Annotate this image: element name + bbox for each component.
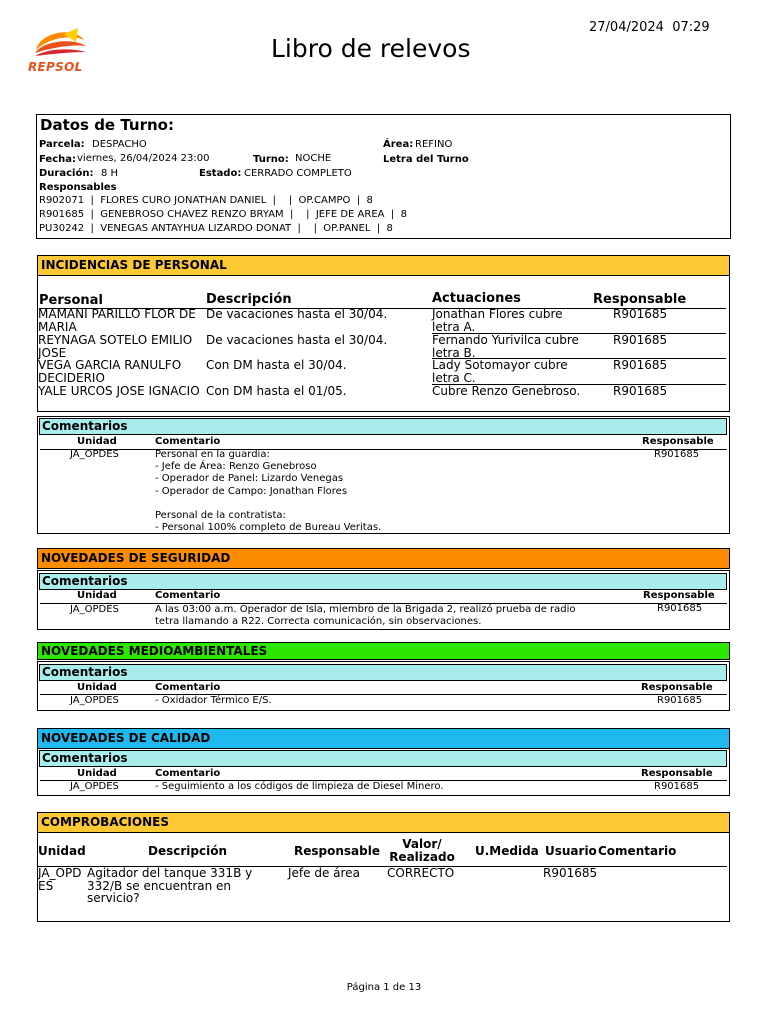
col-actuaciones: Actuaciones	[432, 291, 521, 306]
duracion-label: Duración:	[39, 168, 94, 179]
novedades-calidad-header: NOVEDADES DE CALIDAD	[37, 728, 730, 749]
col-unidad: Unidad	[77, 590, 117, 601]
print-datetime: 27/04/2024 07:29	[589, 20, 710, 35]
comentario-unidad: JA_OPDES	[70, 781, 119, 792]
novedades-seguridad-header: NOVEDADES DE SEGURIDAD	[37, 548, 730, 569]
col-valor-realizado: Valor/ Realizado	[389, 837, 455, 864]
table-row-descripcion: Con DM hasta el 01/05.	[206, 384, 347, 398]
col-descripcion: Descripción	[148, 844, 227, 858]
table-row-personal: REYNAGA SOTELO EMILIO JOSE	[38, 333, 193, 360]
fecha-label: Fecha:	[39, 154, 77, 165]
comentario-responsable: R901685	[657, 603, 703, 614]
responsable-line: R901685 | GENEBROSO CHAVEZ RENZO BRYAM | | JEFE DE AREA | 8	[39, 209, 407, 220]
table-row-actuaciones: Jonathan Flores cubre letra A.	[432, 307, 563, 334]
comentarios-bar: Comentarios	[39, 750, 727, 767]
novedades-medioambientales-header: NOVEDADES MEDIOAMBIENTALES	[37, 642, 730, 660]
col-responsable: Responsable	[643, 590, 715, 601]
comprobaciones-header: COMPROBACIONES	[37, 812, 730, 833]
col-responsable: Responsable	[641, 682, 713, 693]
col-umedida: U.Medida	[475, 844, 539, 858]
table-row-usuario: R901685	[543, 866, 598, 880]
area-value: REFINO	[415, 139, 453, 150]
estado-label: Estado:	[199, 168, 242, 179]
comentario-unidad: JA_OPDES	[70, 449, 119, 460]
comentario-text: A las 03:00 a.m. Operador de Isla, miembro de la Brigada 2, realizó prueba de radio tetra llamando a R22. Correcta comunicación, sin observaciones.	[155, 604, 576, 628]
col-comentario: Comentario	[155, 590, 221, 601]
comentario-responsable: R901685	[657, 695, 703, 706]
responsables-label: Responsables	[39, 182, 117, 193]
col-personal: Personal	[39, 293, 103, 308]
col-usuario: Usuario	[545, 844, 597, 858]
col-responsable: Responsable	[294, 844, 380, 858]
col-responsable: Responsable	[593, 292, 687, 307]
duracion-value: 8 H	[101, 168, 119, 179]
table-row-descripcion: Agitador del tanque 331B y 332/B se encuentran en servicio?	[87, 866, 253, 905]
estado-value: CERRADO COMPLETO	[244, 168, 352, 179]
col-comentario: Comentario	[155, 768, 221, 779]
fecha-value: viernes, 26/04/2024 23:00	[77, 153, 210, 164]
table-row-actuaciones: Fernando Yurivilca cubre letra B.	[432, 333, 579, 360]
table-row-valor: CORRECTO	[387, 866, 455, 880]
turno-label: Turno:	[253, 154, 289, 165]
turno-value: NOCHE	[295, 153, 332, 164]
table-row-descripcion: Con DM hasta el 30/04.	[206, 358, 347, 372]
table-row-personal: YALE URCOS JOSE IGNACIO	[38, 384, 200, 398]
table-row-responsable: R901685	[613, 333, 668, 347]
incidencias-personal-header: INCIDENCIAS DE PERSONAL	[37, 255, 730, 276]
col-comentario: Comentario	[155, 682, 221, 693]
parcela-value: DESPACHO	[92, 139, 147, 150]
table-row-responsable: R901685	[613, 307, 668, 321]
table-row-responsable: R901685	[613, 358, 668, 372]
table-row-responsable: Jefe de área	[288, 866, 360, 880]
comentario-responsable: R901685	[654, 781, 700, 792]
datos-turno-box	[36, 114, 731, 239]
page-number: Página 1 de 13	[346, 982, 422, 993]
col-unidad: Unidad	[77, 768, 117, 779]
col-comentario: Comentario	[155, 436, 221, 447]
letra-turno-label: Letra del Turno	[383, 154, 469, 165]
area-label: Área:	[383, 139, 414, 150]
page-title: Libro de relevos	[271, 34, 471, 63]
comentario-unidad: JA_OPDES	[70, 695, 119, 706]
table-row-actuaciones: Lady Sotomayor cubre letra C.	[432, 358, 568, 385]
responsable-line: R902071 | FLORES CURO JONATHAN DANIEL | | OP.CAMPO | 8	[39, 195, 373, 206]
comentarios-bar: Comentarios	[39, 664, 727, 681]
table-row-personal: MAMANI PARILLO FLOR DE MARIA	[38, 307, 196, 334]
table-row-descripcion: De vacaciones hasta el 30/04.	[206, 307, 388, 321]
responsable-line: PU30242 | VENEGAS ANTAYHUA LIZARDO DONAT | | OP.PANEL | 8	[39, 223, 393, 234]
table-row-actuaciones: Cubre Renzo Genebroso.	[432, 384, 581, 398]
col-unidad: Unidad	[38, 844, 86, 858]
parcela-label: Parcela:	[39, 139, 85, 150]
col-unidad: Unidad	[77, 682, 117, 693]
col-responsable: Responsable	[641, 768, 713, 779]
col-comentario: Comentario	[598, 844, 677, 858]
col-descripcion: Descripción	[206, 292, 292, 307]
col-unidad: Unidad	[77, 436, 117, 447]
table-row-personal: VEGA GARCIA RANULFO DECIDERIO	[38, 358, 182, 385]
datos-turno-title: Datos de Turno:	[40, 116, 174, 134]
table-row-responsable: R901685	[613, 384, 668, 398]
comentarios-bar: Comentarios	[39, 418, 727, 435]
table-row-descripcion: De vacaciones hasta el 30/04.	[206, 333, 388, 347]
comentario-responsable: R901685	[654, 449, 700, 460]
comentario-text: - Seguimiento a los códigos de limpieza de Diesel Minero.	[155, 781, 444, 792]
col-responsable: Responsable	[642, 436, 714, 447]
table-row-unidad: JA_OPD ES	[38, 866, 82, 893]
comentario-text: Personal en la guardia: - Jefe de Área: Renzo Genebroso - Operador de Panel: Lizardo Venegas - Operador de Campo: Jonathan Flores Personal de la contratista: - Personal 100% completo de Bureau Veritas.	[155, 449, 382, 534]
comentarios-bar: Comentarios	[39, 573, 727, 590]
comentario-unidad: JA_OPDES	[70, 604, 119, 615]
brand-name: REPSOL	[28, 60, 83, 74]
comentario-text: - Oxidador Térmico E/S.	[155, 695, 272, 706]
